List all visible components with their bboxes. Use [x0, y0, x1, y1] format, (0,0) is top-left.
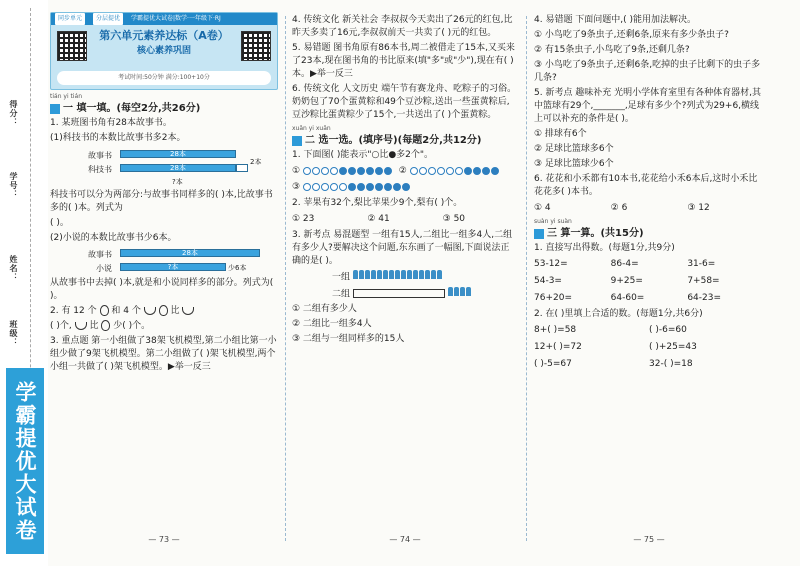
section-pinyin: xuǎn yi xuǎn [292, 125, 331, 132]
calc-item: 54-3= [534, 276, 562, 286]
question-text: 5. 易错题 图书角原有86本书,周二被借走了15本,又买来了23本,现在图书角的书比原来(填"多"或"少"),现在有( )本。▶举一反三 [292, 43, 515, 79]
column-divider [526, 16, 527, 541]
page-number: — 75 — [633, 535, 665, 544]
tag-sync: 同步单元 [55, 13, 85, 25]
question-text: 2. 有 12 个 和 4 个 比 [50, 305, 278, 318]
section-marker-icon [292, 136, 302, 146]
section-heading [292, 134, 518, 147]
option-label: ③ [292, 182, 301, 192]
pear-icon [101, 320, 110, 331]
diagram-bar-extra [236, 164, 248, 172]
bar-diagram [50, 147, 278, 187]
question-text: 1. 下面图( )能表示"○比●多2个"。 [292, 150, 434, 160]
fill-item: 12+( )=72 [534, 342, 582, 352]
calc-item: 9+25= [610, 276, 643, 286]
diagram-label: ?本 [172, 178, 183, 186]
question-text: 从故事书中去掉( )本,就是和小说同样多的部分。列式为( )。 [50, 278, 274, 301]
page-74 [292, 12, 518, 552]
question-text: 4. 传统文化 新关社会 李叔叔今天卖出了26元的红包,比昨天多卖了16元,李叔叔前天一共卖了( )元的红包。 [292, 15, 513, 38]
option-label: ① 小鸟吃了9条虫子,还剩6条,原来有多少条虫子? [534, 30, 729, 40]
question-text: 2. 在( )里填上合适的数。(每题1分,共6分) [534, 309, 703, 319]
section-title: 二 选一选。(填序号)(每题2分,共12分) [305, 135, 482, 146]
diagram-label: 2本 [250, 158, 262, 166]
group-box [353, 289, 445, 298]
option-label: ② 足球比篮球多6个 [534, 144, 614, 154]
calc-item: 7+58= [687, 276, 720, 286]
class-label: 班级： [9, 320, 18, 347]
qr-code-icon [57, 31, 87, 61]
name-label: 姓名： [9, 255, 18, 282]
people-icon [353, 270, 443, 284]
option-label: ③ 二组与一组同样多的15人 [292, 334, 405, 344]
option-label: ① 4 [534, 203, 551, 213]
diagram-label: 少6本 [228, 264, 247, 272]
question-text: 6. 花花和小禾都有10本书,花花给小禾6本后,这时小禾比花花多( )本书。 [534, 174, 758, 197]
question-text: ( )。 [50, 218, 69, 228]
question-text: ( )个, 比 少( )个。 [50, 321, 151, 331]
diagram-bar: ?本 [120, 263, 226, 271]
option-label: ① 二组有多少人 [292, 304, 357, 314]
section-marker-icon [50, 104, 60, 114]
pear-icon [159, 305, 168, 316]
section-title: 三 算一算。(共15分) [547, 228, 644, 239]
option-label: ② 41 [367, 214, 390, 224]
calc-item: 31-6= [687, 259, 716, 269]
option-label: ③ 50 [442, 214, 466, 224]
section-heading [50, 102, 278, 115]
option-row [292, 165, 518, 178]
question-text: 6. 传统文化 人文历史 端午节有赛龙舟、吃粽子的习俗。奶奶包了70个蛋黄粽和49个豆沙粽,送出一些蛋黄粽后,豆沙粽比蛋黄粽少了15个,一共送出了( )个蛋黄粽。 [292, 84, 517, 120]
option-row [292, 213, 518, 226]
brand-logo: 学霸提优大试卷 [6, 368, 44, 554]
diagram-bar: 28本 [120, 150, 236, 158]
option-label: ② 有15条虫子,小鸟吃了9条,还剩几条? [534, 45, 690, 55]
question-text: 科技书可以分为两部分:与故事书同样多的( )本,比故事书多的( )本。列式为 [50, 190, 273, 213]
option-label: ③ 足球比篮球少6个 [534, 159, 614, 169]
question-text: 1. 直接写出得数。(每题1分,共9分) [534, 243, 675, 253]
calc-item: 53-12= [534, 259, 568, 269]
fill-item: ( )-6=60 [649, 325, 687, 335]
calc-grid [534, 258, 764, 305]
diagram-label: 故事书 [88, 151, 112, 160]
diagram-bar: 28本 [120, 249, 260, 257]
page-75 [534, 12, 764, 552]
option-row [534, 202, 764, 215]
student-id-label: 学号： [9, 172, 18, 199]
column-divider [285, 16, 286, 541]
fill-item: 32-( )=18 [649, 359, 693, 369]
fill-item: 8+( )=58 [534, 325, 577, 335]
fill-grid [534, 324, 764, 371]
fill-item: ( )-5=67 [534, 359, 572, 369]
option-label: ① 23 [292, 214, 315, 224]
exam-title: 第六单元素养达标（A卷） [99, 29, 229, 42]
exam-info: 考试时间:50分钟 满分:100+10分 [57, 71, 271, 85]
option-label: ① [292, 166, 301, 176]
section-pinyin: tián yi tián [50, 93, 83, 100]
option-label: ① 排球有6个 [534, 129, 587, 139]
banana-icon [144, 307, 156, 315]
option-row [292, 181, 518, 194]
qr-code-icon [241, 31, 271, 61]
question-text: 2. 苹果有32个,梨比苹果少9个,梨有( )个。 [292, 198, 463, 208]
question-text: 4. 易错题 下面问题中,( )能用加法解决。 [534, 15, 697, 25]
page-number: — 73 — [148, 535, 180, 544]
option-label: ③ 12 [687, 203, 710, 213]
pear-icon [100, 305, 109, 316]
series-bar [51, 13, 277, 25]
people-diagram [292, 287, 518, 302]
exam-subtitle: 核心素养巩固 [136, 46, 191, 56]
calc-item: 76+20= [534, 293, 572, 303]
exam-header-banner [50, 12, 278, 90]
group-label: 一组 [332, 272, 351, 283]
binding-strip [0, 0, 48, 566]
option-label: ② 6 [610, 203, 628, 213]
question-text: (2)小说的本数比故事书少6本。 [50, 233, 177, 243]
question-text: 5. 新考点 趣味补充 光明小学体育室里有各种体育器材,其中篮球有29个,_______,足球有多少个?列式为29+6,横线上可以补充的条件是( )。 [534, 88, 762, 124]
page-number: — 74 — [389, 535, 421, 544]
section-title: 一 填一填。(每空2分,共26分) [63, 103, 201, 114]
option-label: ② [398, 166, 407, 176]
banana-icon [182, 307, 194, 315]
section-heading [534, 227, 764, 240]
bar-diagram [50, 247, 278, 275]
people-icon [448, 287, 472, 301]
fill-item: ( )+25=43 [649, 342, 697, 352]
page-73 [50, 12, 278, 552]
option-label: ③ 小鸟吃了9条虫子,还剩6条,吃掉的虫子比剩下的虫子多几条? [534, 60, 761, 83]
calc-item: 64-60= [610, 293, 645, 303]
calc-item: 86-4= [610, 259, 639, 269]
question-text: (1)科技书的本数比故事书多2本。 [50, 133, 186, 143]
tag-tier: 分层提优 [93, 13, 123, 25]
banana-icon [75, 322, 87, 330]
group-label: 二组 [332, 289, 351, 299]
people-diagram [292, 270, 518, 285]
calc-item: 64-23= [687, 293, 722, 303]
section-pinyin: suàn yi suàn [534, 218, 572, 225]
question-text: 3. 重点题 第一小组做了38架飞机模型,第二小组比第一小组少做了9架飞机模型。第二小组做了( )架飞机模型,两个小组一共做了( )架飞机模型。▶举一反三 [50, 336, 277, 372]
diagram-label: 小说 [96, 264, 112, 273]
diagram-label: 故事书 [88, 250, 112, 259]
question-text: 1. 某班图书角有28本故事书。 [50, 118, 172, 128]
diagram-label: 科技书 [88, 165, 112, 174]
diagram-bar: 28本 [120, 164, 236, 172]
section-marker-icon [534, 229, 544, 239]
score-label: 得分： [9, 100, 18, 127]
question-text: 3. 新考点 易混题型 一组有15人,二组比一组多4人,二组有多少人?要解决这个问题,东东画了一幅图,下面说法正确的是( )。 [292, 230, 513, 266]
series-text: 学霸提优大试卷|数学·一年级下·RJ [131, 15, 221, 22]
option-label: ② 二组比一组多4人 [292, 319, 372, 329]
